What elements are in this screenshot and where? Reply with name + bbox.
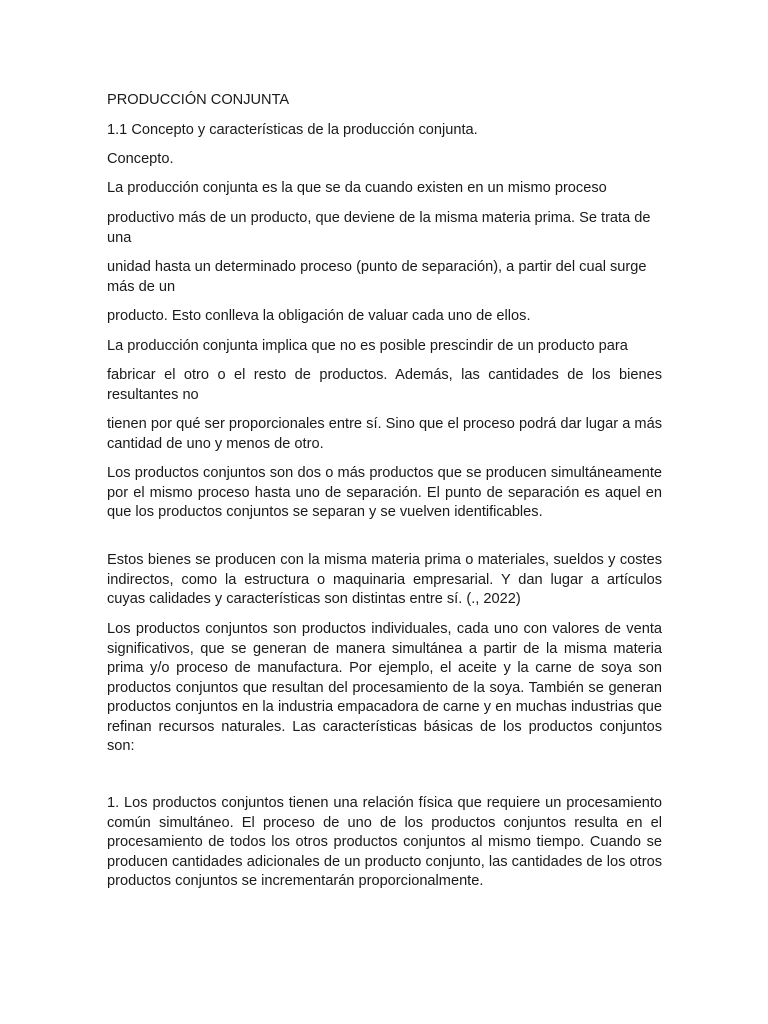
paragraph: unidad hasta un determinado proceso (punto de separación), a partir del cual surge más de un [107, 259, 647, 295]
section-heading: 1.1 Concepto y características de la producción conjunta. [107, 122, 478, 138]
paragraph: La producción conjunta es la que se da cuando existen en un mismo proceso [107, 180, 607, 196]
paragraph: Los productos conjuntos son productos individuales, cada uno con valores de venta significativos, que se generan de manera simultánea a partir de la misma materia prima y/o proceso de manufactura. Por ejemplo, el aceite y la carne de soya son productos conjuntos que resultan del procesamiento de la soya. También se generan productos conjuntos en la industria empacadora de carne y en muchas industrias que refinan recursos naturales. Las características básicas de los productos conjuntos son: [107, 621, 662, 754]
paragraph: Los productos conjuntos son dos o más productos que se producen simultáneamente por el mismo proceso hasta uno de separación. El punto de separación es aquel en que los productos conjuntos se separan y se vuelven identificables. [107, 465, 662, 520]
paragraph: La producción conjunta implica que no es posible prescindir de un producto para [107, 338, 628, 354]
paragraph: tienen por qué ser proporcionales entre sí. Sino que el proceso podrá dar lugar a más cantidad de uno y menos de otro. [107, 416, 662, 452]
document-title: PRODUCCIÓN CONJUNTA [107, 92, 290, 108]
paragraph: 1. Los productos conjuntos tienen una relación física que requiere un procesamiento común simultáneo. El proceso de uno de los productos conjuntos resulta en el procesamiento de todos los otros productos conjuntos al mismo tiempo. Cuando se producen cantidades adicionales de un producto conjunto, las cantidades de los otros productos conjuntos se incrementarán proporcionalmente. [107, 795, 662, 889]
paragraph: fabricar el otro o el resto de productos. Además, las cantidades de los bienes resultantes no [107, 367, 662, 403]
subheading: Concepto. [107, 151, 174, 167]
paragraph: Estos bienes se producen con la misma materia prima o materiales, sueldos y costes indirectos, como la estructura o maquinaria empresarial. Y dan lugar a artículos cuyas calidades y características son distintas entre sí. (., 2022) [107, 552, 662, 607]
paragraph: productivo más de un producto, que deviene de la misma materia prima. Se trata de una [107, 210, 651, 246]
paragraph: producto. Esto conlleva la obligación de valuar cada uno de ellos. [107, 308, 531, 324]
